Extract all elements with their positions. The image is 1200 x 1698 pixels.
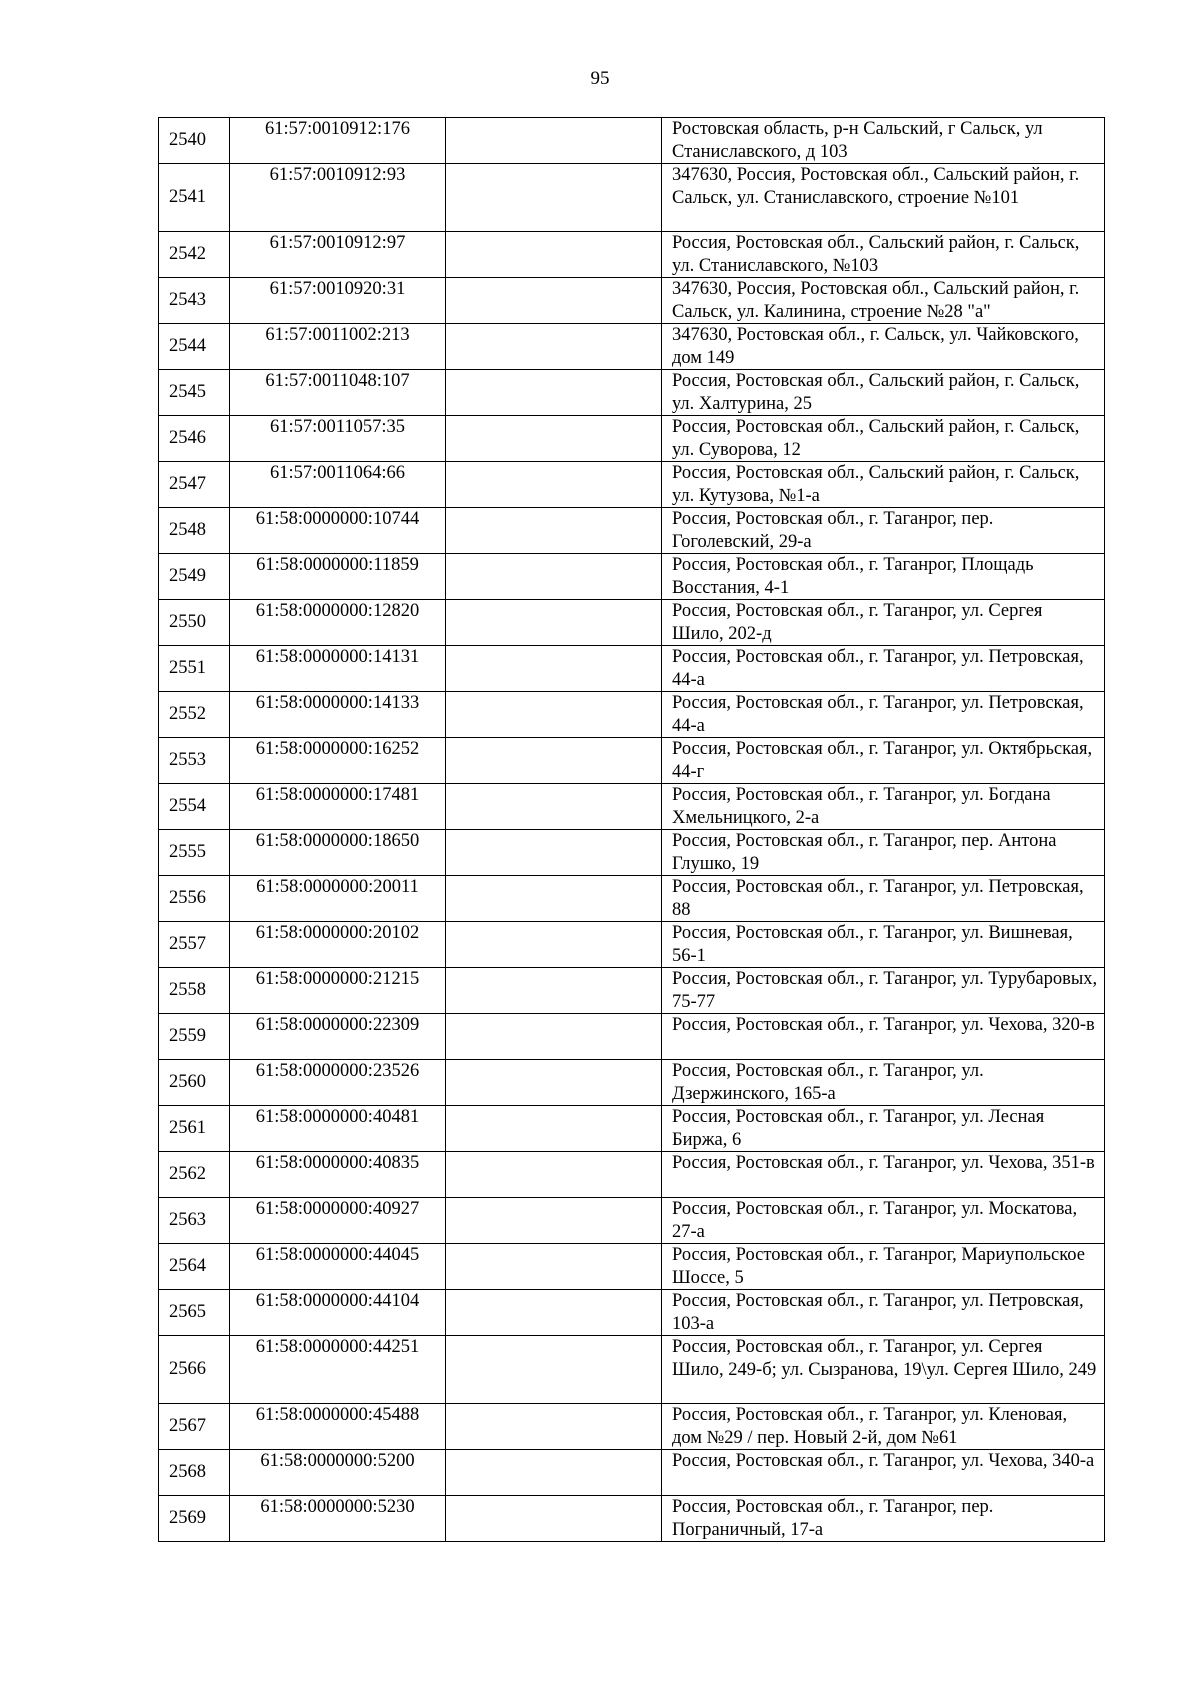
- row-number-cell: 2542: [159, 232, 230, 278]
- row-number-cell: 2545: [159, 370, 230, 416]
- table-row: [159, 1060, 1105, 1106]
- cadastral-number-cell: 61:58:0000000:23526: [230, 1060, 446, 1106]
- cadastral-number-cell: 61:58:0000000:5230: [230, 1496, 446, 1542]
- address-cell: Россия, Ростовская обл., г. Таганрог, ул. Чехова, 351-в: [662, 1152, 1105, 1198]
- address-cell: Россия, Ростовская обл., г. Таганрог, ул. Петровская, 44-а: [662, 692, 1105, 738]
- empty-cell: [446, 1290, 662, 1336]
- address-cell: Россия, Ростовская обл., г. Таганрог, ул. Петровская, 103-а: [662, 1290, 1105, 1336]
- empty-cell: [446, 554, 662, 600]
- row-number-cell: 2540: [159, 118, 230, 164]
- empty-cell: [446, 1152, 662, 1198]
- empty-cell: [446, 600, 662, 646]
- address-cell: Россия, Ростовская обл., г. Таганрог, ул. Богдана Хмельницкого, 2-а: [662, 784, 1105, 830]
- table-row: [159, 830, 1105, 876]
- cadastral-number-cell: 61:58:0000000:45488: [230, 1404, 446, 1450]
- address-cell: Россия, Ростовская обл., г. Таганрог, ул. Турубаровых, 75-77: [662, 968, 1105, 1014]
- address-cell: Россия, Ростовская обл., Сальский район, г. Сальск, ул. Суворова, 12: [662, 416, 1105, 462]
- cadastral-number-cell: 61:58:0000000:44104: [230, 1290, 446, 1336]
- table-row: [159, 876, 1105, 922]
- registry-table-body: [159, 118, 1105, 1542]
- table-row: [159, 692, 1105, 738]
- row-number-cell: 2554: [159, 784, 230, 830]
- cadastral-number-cell: 61:57:0010912:97: [230, 232, 446, 278]
- row-number-cell: 2546: [159, 416, 230, 462]
- cadastral-number-cell: 61:57:0010912:93: [230, 164, 446, 232]
- address-cell: Россия, Ростовская обл., г. Таганрог, ул. Дзержинского, 165-а: [662, 1060, 1105, 1106]
- row-number-cell: 2550: [159, 600, 230, 646]
- empty-cell: [446, 876, 662, 922]
- row-number-cell: 2561: [159, 1106, 230, 1152]
- cadastral-number-cell: 61:58:0000000:21215: [230, 968, 446, 1014]
- empty-cell: [446, 1336, 662, 1404]
- row-number-cell: 2547: [159, 462, 230, 508]
- cadastral-number-cell: 61:58:0000000:14131: [230, 646, 446, 692]
- empty-cell: [446, 692, 662, 738]
- cadastral-number-cell: 61:58:0000000:44251: [230, 1336, 446, 1404]
- cadastral-number-cell: 61:58:0000000:12820: [230, 600, 446, 646]
- cadastral-number-cell: 61:58:0000000:40481: [230, 1106, 446, 1152]
- table-row: [159, 370, 1105, 416]
- cadastral-number-cell: 61:58:0000000:20011: [230, 876, 446, 922]
- table-row: [159, 1014, 1105, 1060]
- table-row: [159, 118, 1105, 164]
- row-number-cell: 2556: [159, 876, 230, 922]
- address-cell: Россия, Ростовская обл., г. Таганрог, ул. Петровская, 44-а: [662, 646, 1105, 692]
- table-row: [159, 1336, 1105, 1404]
- row-number-cell: 2541: [159, 164, 230, 232]
- table-row: [159, 232, 1105, 278]
- cadastral-number-cell: 61:58:0000000:18650: [230, 830, 446, 876]
- address-cell: Россия, Ростовская обл., г. Таганрог, ул. Кленовая, дом №29 / пер. Новый 2-й, дом №61: [662, 1404, 1105, 1450]
- table-row: [159, 1404, 1105, 1450]
- table-row: [159, 646, 1105, 692]
- address-cell: 347630, Россия, Ростовская обл., Сальский район, г. Сальск, ул. Станиславского, строение №101: [662, 164, 1105, 232]
- empty-cell: [446, 232, 662, 278]
- row-number-cell: 2567: [159, 1404, 230, 1450]
- cadastral-number-cell: 61:58:0000000:40927: [230, 1198, 446, 1244]
- row-number-cell: 2559: [159, 1014, 230, 1060]
- table-row: [159, 968, 1105, 1014]
- cadastral-number-cell: 61:57:0011002:213: [230, 324, 446, 370]
- cadastral-number-cell: 61:58:0000000:10744: [230, 508, 446, 554]
- empty-cell: [446, 278, 662, 324]
- address-cell: Россия, Ростовская обл., г. Таганрог, ул. Октябрьская, 44-г: [662, 738, 1105, 784]
- address-cell: Россия, Ростовская обл., г. Таганрог, пер. Гоголевский, 29-а: [662, 508, 1105, 554]
- address-cell: Россия, Ростовская обл., г. Таганрог, пер. Антона Глушко, 19: [662, 830, 1105, 876]
- table-row: [159, 324, 1105, 370]
- address-cell: Ростовская область, р-н Сальский, г Сальск, ул Станиславского, д 103: [662, 118, 1105, 164]
- empty-cell: [446, 462, 662, 508]
- address-cell: Россия, Ростовская обл., г. Таганрог, ул. Лесная Биржа, 6: [662, 1106, 1105, 1152]
- row-number-cell: 2562: [159, 1152, 230, 1198]
- row-number-cell: 2548: [159, 508, 230, 554]
- cadastral-number-cell: 61:58:0000000:5200: [230, 1450, 446, 1496]
- cadastral-number-cell: 61:57:0010912:176: [230, 118, 446, 164]
- cadastral-number-cell: 61:57:0011064:66: [230, 462, 446, 508]
- table-row: [159, 554, 1105, 600]
- cadastral-number-cell: 61:58:0000000:17481: [230, 784, 446, 830]
- row-number-cell: 2565: [159, 1290, 230, 1336]
- cadastral-number-cell: 61:58:0000000:40835: [230, 1152, 446, 1198]
- address-cell: Россия, Ростовская обл., Сальский район, г. Сальск, ул. Халтурина, 25: [662, 370, 1105, 416]
- empty-cell: [446, 830, 662, 876]
- row-number-cell: 2569: [159, 1496, 230, 1542]
- empty-cell: [446, 968, 662, 1014]
- empty-cell: [446, 1244, 662, 1290]
- cadastral-number-cell: 61:58:0000000:22309: [230, 1014, 446, 1060]
- address-cell: Россия, Ростовская обл., г. Таганрог, ул. Чехова, 340-а: [662, 1450, 1105, 1496]
- empty-cell: [446, 370, 662, 416]
- empty-cell: [446, 508, 662, 554]
- row-number-cell: 2543: [159, 278, 230, 324]
- empty-cell: [446, 1404, 662, 1450]
- address-cell: Россия, Ростовская обл., г. Таганрог, пер. Пограничный, 17-а: [662, 1496, 1105, 1542]
- row-number-cell: 2552: [159, 692, 230, 738]
- table-row: [159, 1106, 1105, 1152]
- address-cell: Россия, Ростовская обл., г. Таганрог, ул. Петровская, 88: [662, 876, 1105, 922]
- row-number-cell: 2560: [159, 1060, 230, 1106]
- row-number-cell: 2558: [159, 968, 230, 1014]
- empty-cell: [446, 164, 662, 232]
- empty-cell: [446, 118, 662, 164]
- table-row: [159, 1244, 1105, 1290]
- registry-table: [158, 117, 1105, 1542]
- table-row: [159, 1198, 1105, 1244]
- row-number-cell: 2566: [159, 1336, 230, 1404]
- address-cell: Россия, Ростовская обл., г. Таганрог, Мариупольское Шоссе, 5: [662, 1244, 1105, 1290]
- table-row: [159, 462, 1105, 508]
- table-row: [159, 1450, 1105, 1496]
- address-cell: 347630, Россия, Ростовская обл., Сальский район, г. Сальск, ул. Калинина, строение №28 "а": [662, 278, 1105, 324]
- table-row: [159, 278, 1105, 324]
- page-number: 95: [590, 68, 610, 89]
- empty-cell: [446, 1014, 662, 1060]
- empty-cell: [446, 1198, 662, 1244]
- empty-cell: [446, 324, 662, 370]
- row-number-cell: 2557: [159, 922, 230, 968]
- row-number-cell: 2568: [159, 1450, 230, 1496]
- empty-cell: [446, 1060, 662, 1106]
- address-cell: Россия, Ростовская обл., Сальский район, г. Сальск, ул. Кутузова, №1-а: [662, 462, 1105, 508]
- table-row: [159, 1290, 1105, 1336]
- empty-cell: [446, 416, 662, 462]
- cadastral-number-cell: 61:58:0000000:20102: [230, 922, 446, 968]
- table-row: [159, 738, 1105, 784]
- cadastral-number-cell: 61:57:0010920:31: [230, 278, 446, 324]
- table-row: [159, 1152, 1105, 1198]
- table-row: [159, 1496, 1105, 1542]
- empty-cell: [446, 1450, 662, 1496]
- table-row: [159, 164, 1105, 232]
- address-cell: Россия, Ростовская обл., г. Таганрог, ул. Вишневая, 56-1: [662, 922, 1105, 968]
- address-cell: Россия, Ростовская обл., г. Таганрог, ул. Сергея Шило, 249-б; ул. Сызранова, 19\ул. Сергея Шило, 249: [662, 1336, 1105, 1404]
- cadastral-number-cell: 61:58:0000000:14133: [230, 692, 446, 738]
- table-row: [159, 600, 1105, 646]
- address-cell: Россия, Ростовская обл., г. Таганрог, Площадь Восстания, 4-1: [662, 554, 1105, 600]
- table-row: [159, 508, 1105, 554]
- address-cell: Россия, Ростовская обл., г. Таганрог, ул. Москатова, 27-а: [662, 1198, 1105, 1244]
- cadastral-number-cell: 61:58:0000000:44045: [230, 1244, 446, 1290]
- empty-cell: [446, 1496, 662, 1542]
- cadastral-number-cell: 61:57:0011057:35: [230, 416, 446, 462]
- table-row: [159, 784, 1105, 830]
- address-cell: Россия, Ростовская обл., Сальский район, г. Сальск, ул. Станиславского, №103: [662, 232, 1105, 278]
- address-cell: 347630, Ростовская обл., г. Сальск, ул. Чайковского, дом 149: [662, 324, 1105, 370]
- empty-cell: [446, 1106, 662, 1152]
- table-row: [159, 922, 1105, 968]
- table-row: [159, 416, 1105, 462]
- cadastral-number-cell: 61:58:0000000:16252: [230, 738, 446, 784]
- row-number-cell: 2555: [159, 830, 230, 876]
- empty-cell: [446, 738, 662, 784]
- row-number-cell: 2553: [159, 738, 230, 784]
- address-cell: Россия, Ростовская обл., г. Таганрог, ул. Чехова, 320-в: [662, 1014, 1105, 1060]
- row-number-cell: 2564: [159, 1244, 230, 1290]
- row-number-cell: 2551: [159, 646, 230, 692]
- address-cell: Россия, Ростовская обл., г. Таганрог, ул. Сергея Шило, 202-д: [662, 600, 1105, 646]
- empty-cell: [446, 784, 662, 830]
- row-number-cell: 2544: [159, 324, 230, 370]
- empty-cell: [446, 922, 662, 968]
- row-number-cell: 2563: [159, 1198, 230, 1244]
- cadastral-number-cell: 61:57:0011048:107: [230, 370, 446, 416]
- empty-cell: [446, 646, 662, 692]
- row-number-cell: 2549: [159, 554, 230, 600]
- cadastral-number-cell: 61:58:0000000:11859: [230, 554, 446, 600]
